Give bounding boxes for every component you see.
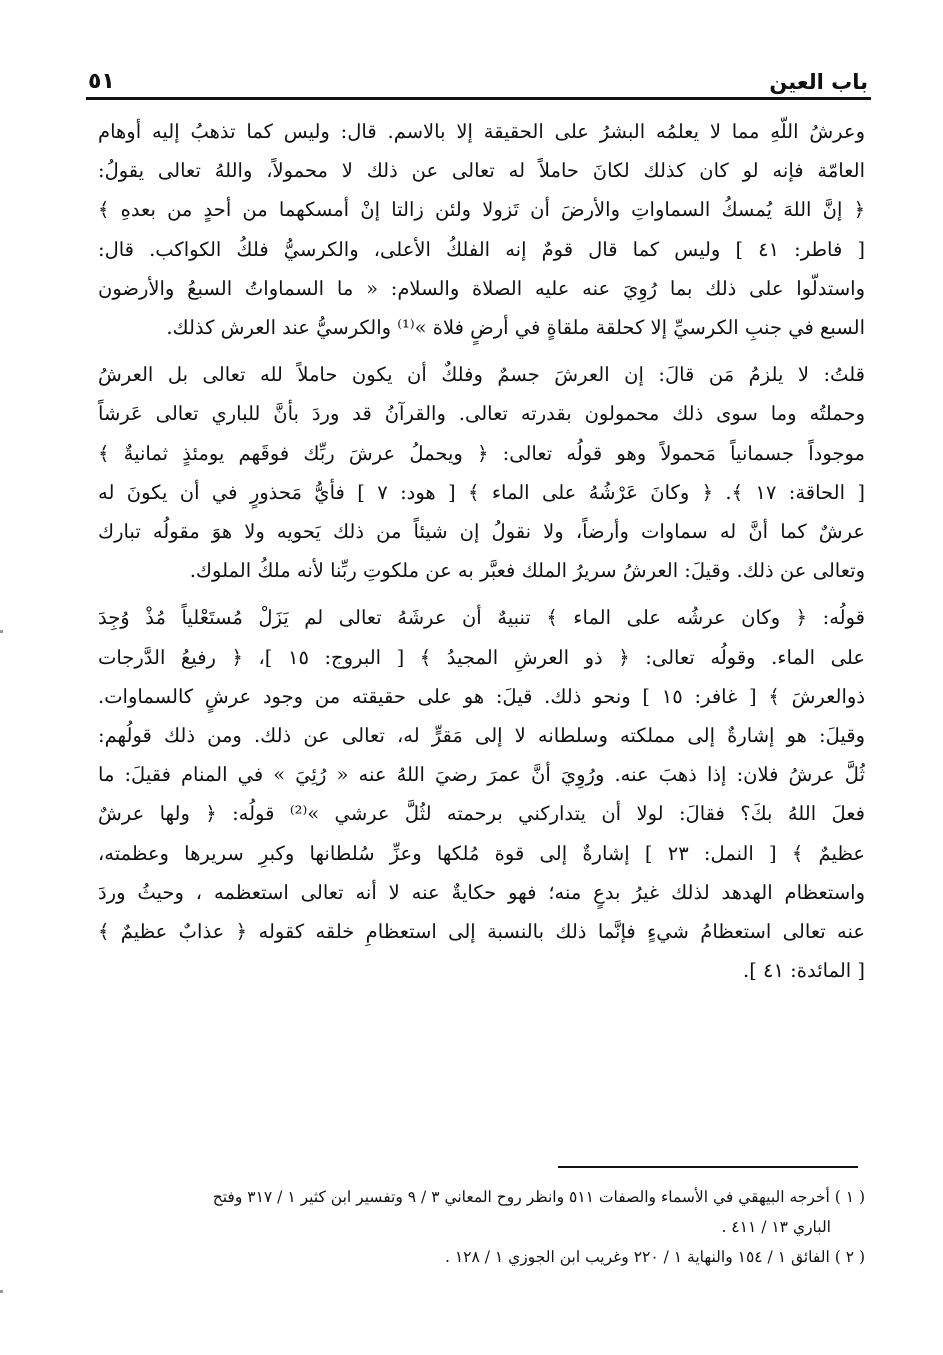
text-line: السبع في جنبِ الكرسيِّ إلا كحلقة ملقاةٍ في أرضٍ فلاة »⁽¹⁾ والكرسيُّ عند العرش كذلك. [166, 316, 865, 340]
chapter-title: باب العين [769, 70, 868, 94]
text-line: موجوداً جسمانياً مَحمولاً وهو قولُه تعالى: ﴿ ويحملُ عرشَ ربِّك فوقَهم يومئذٍ ثمانيةٌ ﴾ [98, 441, 865, 465]
paragraph [98, 355, 865, 590]
footnote-line: الباري ١٣ / ٤١١ . [721, 1218, 831, 1236]
text-line: قلتُ: لا يلزمُ مَن قالَ: إن العرشَ جسمٌ وفلكٌ أن يكون حاملاً لله تعالى بل العرشُ [98, 363, 865, 387]
paragraph [98, 598, 865, 990]
text-line: [ فاطر: ٤١ ] وليس كما قال قومٌ إنه الفلكُ الأعلى، والكرسيُّ فلكُ الكواكب. قال: [98, 237, 865, 261]
footnote-separator [558, 1166, 858, 1168]
text-line: ثُلَّ عرشُ فلان: إذا ذهبَ عنه. ورُوِيَ أنَّ عمرَ رضيَ اللهُ عنه « رُئِيَ » في المنام فقيلَ: ما [98, 763, 865, 787]
text-line: واستدلّوا على ذلك بما رُوِيَ عنه عليه الصلاة والسلام: « ما السماواتُ السبعُ والأرضون [98, 276, 865, 300]
footnote-line: ( ١ ) أخرجه البيهقي في الأسماء والصفات ٥١١ وانظر روح المعاني ٣ / ٩ وتفسير ابن كثير ١ / ٣١٧ وفتح [212, 1188, 865, 1206]
page-number: ٥١ [88, 69, 115, 94]
text-line: وتعالى عن ذلك. وقيلَ: العرشُ سريرُ الملك فعبَّر به عن ملكوتِ ربِّنا لأنه ملكُ الملوك. [189, 559, 865, 583]
footnote-2 [98, 1242, 865, 1272]
text-line: وعرشُ اللّهِ مما لا يعلمُه البشرُ على الحقيقة إلا بالاسم. قال: وليس كما تذهبُ إليه أوهام [98, 120, 865, 143]
text-line: فعلَ اللهُ بكَ؟ فقالَ: لولا أن يتداركني برحمته لثُلَّ عرشي »⁽²⁾ قولُه: ﴿ ولها عرشٌ [98, 802, 865, 826]
text-line: ذوالعرشَ ﴾ [ غافر: ١٥ ] ونحو ذلك. قيلَ: هو على حقيقته من وجود عرشٍ كالسماوات. [98, 684, 865, 708]
text-line: العامّة فإنه لو كان كذلك لكانَ حاملاً له تعالى عن ذلك لا محمولاً، واللهُ تعالى يقولُ: [98, 159, 865, 183]
text-line: عظيمٌ ﴾ [ النمل: ٢٣ ] إشارةٌ إلى قوة مُلكها وعزِّ سُلطانها وكبرِ سريرها وعظمته، [98, 841, 865, 865]
header-rule [86, 97, 871, 100]
paragraph [98, 112, 865, 347]
text-line: وحملتُه وما سوى ذلك محمولون بقدرته تعالى. والقرآنُ قد وردَ بأنَّ للباري تعالى عَرشاً [98, 402, 865, 426]
text-line: عنه تعالى استعظامُ شيءٍ فإنَّما ذلك بالنسبة إلى استعظامِ خلقه كقوله ﴿ عذابٌ عظيمٌ ﴾ [98, 920, 865, 944]
text-line: واستعظام الهدهد لذلك غيرُ بدعٍ منه؛ فهو حكايةٌ عنه لا أنه تعالى استعظمه ، وحيثُ وردَ [98, 880, 865, 904]
text-line: على الماء. وقولُه تعالى: ﴿ ذو العرشِ المجيدُ ﴾ [ البروج: ١٥ ]، ﴿ رفيعُ الدَّرجات [98, 645, 865, 669]
text-line: [ الحاقة: ١٧ ﴾. ﴿ وكانَ عَرْشُهُ على الماء ﴾ [ هود: ٧ ] فأيُّ مَحذورٍ في أن يكونَ له [98, 480, 865, 504]
scan-speck [0, 630, 3, 633]
scan-speck [0, 1290, 3, 1293]
footnotes [98, 1182, 865, 1272]
text-line: عرشٌ كما أنَّ له سماوات وأرضاً، ولا نقولُ إن شيئاً من ذلك يَحويه ولا هوَ مقولُه تبارك [98, 520, 865, 544]
main-text [98, 112, 865, 998]
text-line: [ المائدة: ٤١ ]. [743, 959, 865, 983]
text-line: ﴿ إنَّ اللهَ يُمسكُ السماواتِ والأرضَ أن تَزولا ولئن زالتا إنْ أمسكهما من أحدٍ من بعدهِ ﴾ [98, 198, 865, 222]
footnote-1 [98, 1182, 865, 1242]
text-line: قولُه: ﴿ وكان عرشُه على الماء ﴾ تنبيهٌ أن عرشَهُ تعالى لم يَزَلْ مُستَعْلياً مُذْ وُجِدَ [98, 606, 865, 630]
page-header [88, 52, 868, 94]
text-line: وقيلَ: هو إشارةٌ إلى مملكته وسلطانه لا إلى مَقرٍّ له، تعالى عن ذلك. ومن ذلك قولُهم: [98, 724, 865, 748]
footnote-line: ( ٢ ) الفائق ١ / ١٥٤ والنهاية ١ / ٢٢٠ وغريب ابن الجوزي ١ / ١٢٨ . [444, 1248, 865, 1266]
